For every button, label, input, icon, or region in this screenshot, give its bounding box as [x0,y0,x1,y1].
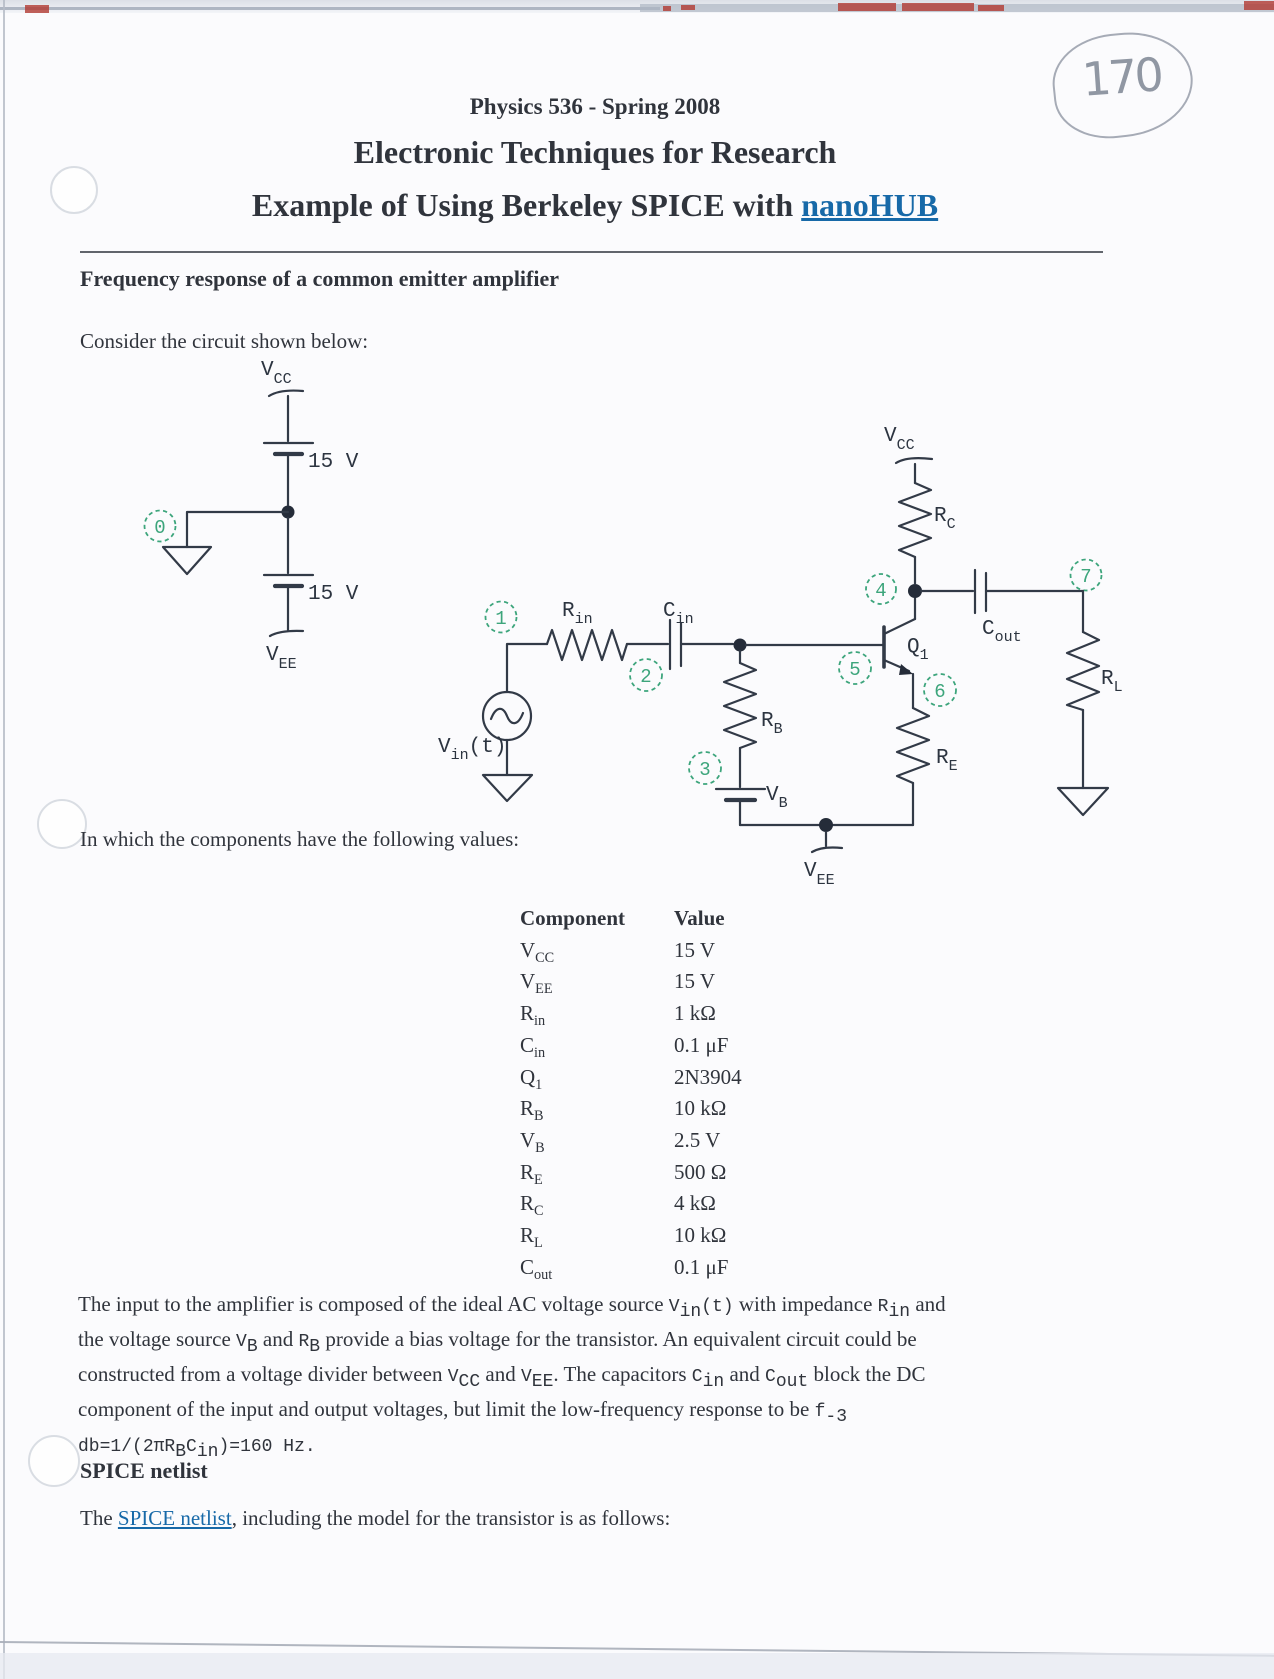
component-cell: $R_C$ [520,1191,544,1220]
spice-netlist-link[interactable]: SPICE netlist [117,1506,232,1530]
node-badge-7 [1071,560,1102,591]
nanohub-link[interactable]: nanoHUB [801,187,939,223]
subtitle-text: Example of Using Berkeley SPICE with [251,187,802,223]
value-cell: 2N3904 [674,1064,742,1089]
node-number: 5 [849,659,861,681]
node-number: 4 [875,580,887,602]
component-cell: $R_E$ [520,1159,543,1188]
column-header-value: Value [674,906,725,930]
value-cell: 15 V [674,969,716,994]
intro-line: Consider the circuit shown below: [80,329,369,353]
node-badge-5 [839,652,871,684]
value-cell: 4 kΩ [674,1191,716,1216]
scan-red-mark [1244,1,1274,10]
scan-red-mark [838,3,896,11]
value-cell: 500 Ω [674,1159,727,1184]
paragraph-line: $db=1/(2\pi R_BC_{in})=160$ Hz. [78,1437,316,1463]
section-heading-spice-netlist: SPICE netlist [80,1458,208,1483]
terminal-tick [812,848,842,853]
node-badge-0 [145,511,176,542]
component-cell: $V_{EE}$ [520,969,553,998]
junction-dot [734,639,747,652]
battery-top-value: 15 V [308,451,359,474]
value-cell: 10 kΩ [674,1096,727,1121]
course-heading: Physics 536 - Spring 2008 [469,94,721,119]
resistor-icon [724,663,756,748]
hole-punch [28,1435,80,1487]
document-subtitle [0,187,1190,224]
resistor-icon [897,708,929,783]
node-number: 2 [640,666,652,688]
node-badge-3 [689,752,721,784]
table-row [520,1125,742,1157]
value-cell: 15 V [674,937,716,962]
table-row [520,1188,742,1220]
scan-red-mark [681,5,695,10]
terminal-tick [270,631,303,636]
battery-icon [716,789,765,800]
component-cell: $R_{in}$ [520,1001,546,1030]
node-number: 1 [495,608,507,630]
re-resistor [897,708,958,825]
section-heading-frequency-response: Frequency response of a common emitter amplifier [80,266,560,291]
value-cell: 0.1 μF [674,1254,729,1279]
node-number: 3 [699,759,711,781]
scan-left-edge-line [3,0,5,1679]
table-row [520,1157,742,1189]
junction-dot [819,818,833,832]
scan-red-mark [25,5,49,13]
terminal-tick [269,391,303,396]
document-title: Electronic Techniques for Research [353,134,837,170]
scan-bottom-shade [0,1653,1274,1679]
ground-symbol [163,547,211,574]
rc-branch [884,425,956,584]
sine-glyph [491,709,523,723]
rl-branch [1058,560,1123,816]
input-source-branch [438,602,547,802]
cout-label: $C_{out}$ [982,618,1022,646]
table-row [520,1030,742,1062]
q1-label: $Q_1$ [907,636,929,664]
battery-icon [264,443,313,454]
component-cell: $C_{in}$ [520,1032,546,1061]
ground-symbol [483,775,532,801]
rc-label: $R_C$ [934,505,956,533]
bias-network [689,639,913,890]
table-row [520,1062,742,1094]
battery-icon [264,575,313,586]
node-number: 6 [934,681,946,703]
paragraph-line: constructed from a voltage divider between $V_{CC}$ and $V_{EE}$. The capacitors $C_{in}$ and $C_{out}$ block the DC [78,1362,926,1393]
value-cell: 10 kΩ [674,1223,727,1248]
node-number: 7 [1080,566,1092,588]
component-cell: $C_{out}$ [520,1254,553,1283]
vcc-right-label: $V_{CC}$ [884,425,915,454]
table-header-row [520,903,742,935]
rin-label: $R_{in}$ [562,600,593,628]
scan-top-edge-line [0,7,660,10]
table-row [520,1093,742,1125]
component-cell: $R_B$ [520,1096,544,1125]
npn-transistor-icon [839,574,956,708]
horizontal-rule [80,251,1103,253]
rin-resistor [547,600,627,660]
cin-label: $C_{in}$ [663,600,694,628]
battery-bottom-value: 15 V [308,583,359,606]
node-badge-6 [924,674,956,706]
scan-red-mark [902,3,974,11]
emitter-lead [884,660,909,671]
column-header-component: Component [520,906,626,930]
vb-label: $V_B$ [766,784,788,812]
ground-symbol [1058,788,1108,815]
body-paragraph [78,1288,1218,1463]
re-label: $R_E$ [936,747,958,775]
paragraph-line: component of the input and output voltages, but limit the low-frequency response to be $f_{-3}$ [78,1397,848,1428]
ac-source-icon [483,692,531,740]
component-cell: $V_{CC}$ [520,937,555,966]
table-row [520,1252,742,1284]
scan-red-mark [978,5,1004,11]
component-cell: $R_L$ [520,1223,543,1252]
rb-label: $R_B$ [761,710,783,738]
junction-dot [908,584,922,598]
component-cell: $Q_1$ [520,1064,543,1093]
table-row [520,1220,742,1252]
component-table [520,903,742,1283]
resistor-icon [899,483,931,557]
table-row [520,935,742,967]
vcc-left-label: $V_{CC}$ [261,359,292,388]
node-badge-1 [486,602,517,633]
value-cell: 2.5 V [674,1127,721,1152]
paragraph-line: the voltage source $V_B$ and $R_B$ provide a bias voltage for the transistor. An equivalent circuit could be [78,1327,917,1358]
value-cell: 1 kΩ [674,1001,716,1026]
rl-label: $R_L$ [1101,668,1123,696]
value-cell: 0.1 μF [674,1032,729,1057]
collector-lead [884,619,915,634]
vee-bottom-label: $V_{EE}$ [804,860,835,889]
terminal-tick [896,458,932,463]
handwritten-page-number: 170 [1080,47,1163,107]
paragraph-line: The input to the amplifier is composed of the ideal AC voltage source $V_{in}(t)$ with impedance $R_{in}$ and [78,1292,946,1323]
vee-left-label: $V_{EE}$ [266,644,297,673]
resistor-icon [547,630,627,660]
scan-red-mark [663,6,671,11]
junction-dot [282,506,295,519]
component-cell: $V_B$ [520,1127,545,1157]
power-supply-branch [145,359,359,673]
wire [507,644,547,692]
emitter-arrow [899,664,913,675]
cout-capacitor [921,570,1083,646]
table-row [520,966,742,998]
wire [187,512,288,547]
cin-capacitor [627,600,733,691]
node-badge-4 [866,574,896,604]
table-intro: In which the components have the following values: [80,827,520,851]
resistor-icon [1067,632,1099,710]
vin-label: $V_{in}(t)$ [438,736,507,764]
node-number: 0 [154,517,166,539]
spice-netlist-line: The SPICE netlist, including the model for the transistor is as follows: [80,1506,671,1530]
table-row [520,998,742,1030]
node-badge-2 [630,659,662,691]
